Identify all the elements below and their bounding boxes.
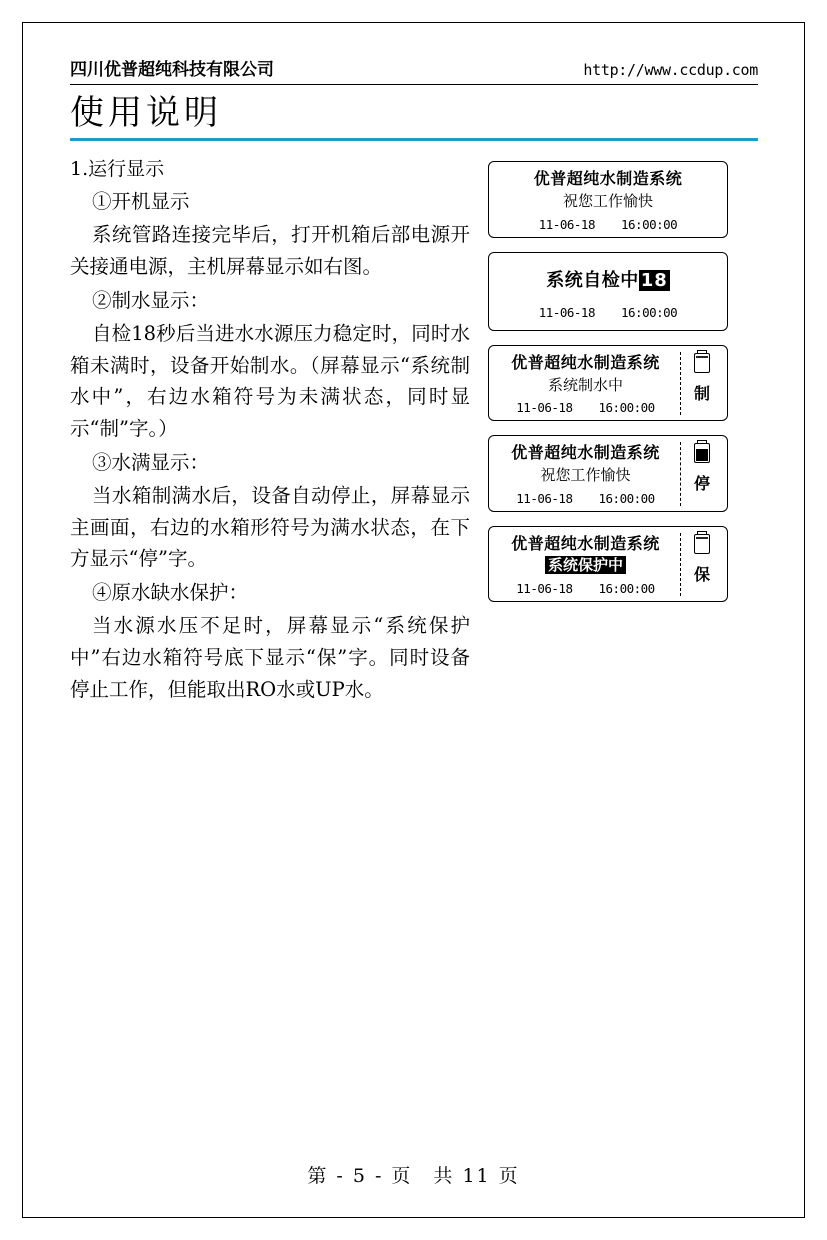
lcd-side-label: 制 bbox=[693, 384, 710, 404]
page-title: 使用说明 bbox=[70, 93, 222, 133]
lcd-date: 11-06-18 bbox=[516, 490, 573, 506]
lcd-panel-startup bbox=[488, 161, 728, 237]
item-body-3: 当水箱制满水后，设备自动停止，屏幕显示主画面，右边的水箱形符号为满水状态，在下方显示“停”字。 bbox=[70, 484, 470, 571]
lcd-screen bbox=[497, 168, 719, 231]
lcd-clock: 16:00:00 bbox=[598, 581, 655, 597]
lcd-side-indicator bbox=[680, 352, 719, 415]
company-website: http://www.ccdup.com bbox=[583, 61, 758, 79]
lcd-timestamp bbox=[497, 400, 674, 415]
lcd-panel-selftest bbox=[488, 252, 728, 331]
tank-level-empty bbox=[696, 356, 708, 362]
lcd-status: 系统保护中 bbox=[545, 556, 626, 574]
item-body-1: 系统管路连接完毕后，打开机箱后部电源开关接通电源，主机屏幕显示如右图。 bbox=[70, 223, 470, 279]
title-block bbox=[70, 95, 758, 141]
lcd-title: 优普超纯水制造系统 bbox=[533, 169, 683, 189]
page-content bbox=[70, 55, 758, 707]
item-label-3: ③水满显示： bbox=[92, 450, 210, 474]
lcd-clock: 16:00:00 bbox=[621, 216, 678, 232]
lcd-timestamp bbox=[497, 305, 719, 320]
tank-level-full bbox=[696, 449, 708, 461]
lcd-side-label: 保 bbox=[693, 564, 710, 584]
item-label-2: ②制水显示： bbox=[92, 288, 210, 312]
lcd-date: 11-06-18 bbox=[516, 581, 573, 597]
body-columns bbox=[70, 155, 758, 707]
lcd-status-wrap bbox=[497, 555, 674, 577]
lcd-title: 优普超纯水制造系统 bbox=[511, 353, 660, 373]
lcd-date: 11-06-18 bbox=[516, 400, 573, 416]
lcd-panel-protection bbox=[488, 526, 728, 602]
lcd-panel-making-water bbox=[488, 345, 728, 421]
item-body-2: 自检18秒后当进水水源压力稳定时，同时水箱未满时，设备开始制水。（屏幕显示“系统制水中”，右边水箱符号为未满状态，同时显示“制”字。） bbox=[70, 322, 470, 440]
lcd-title: 优普超纯水制造系统 bbox=[511, 533, 660, 553]
lcd-side-label: 停 bbox=[693, 474, 710, 494]
text-column bbox=[70, 155, 470, 707]
lcd-date: 11-06-18 bbox=[538, 216, 595, 232]
lcd-clock: 16:00:00 bbox=[598, 490, 655, 506]
lcd-status: 系统制水中 bbox=[547, 375, 623, 394]
lcd-screen bbox=[497, 442, 674, 505]
lcd-title bbox=[497, 269, 719, 293]
company-name: 四川优普超纯科技有限公司 bbox=[70, 60, 274, 80]
lcd-date: 11-06-18 bbox=[538, 305, 595, 321]
lcd-clock: 16:00:00 bbox=[621, 305, 678, 321]
page-footer: 第 - 5 - 页 共 11 页 bbox=[307, 1165, 520, 1187]
lcd-side-indicator bbox=[680, 533, 719, 596]
tank-level-empty bbox=[696, 537, 708, 543]
item-label-1: ①开机显示 bbox=[92, 189, 190, 213]
lcd-status: 祝您工作愉快 bbox=[540, 465, 631, 484]
lcd-screen bbox=[497, 352, 674, 415]
water-tank-icon bbox=[694, 443, 710, 463]
lcd-title: 优普超纯水制造系统 bbox=[511, 443, 660, 463]
panel-column bbox=[470, 155, 758, 707]
lcd-countdown-badge: 18 bbox=[640, 269, 668, 291]
lcd-timestamp bbox=[497, 217, 719, 232]
water-tank-icon bbox=[694, 534, 710, 554]
lcd-timestamp bbox=[497, 581, 674, 596]
lcd-screen bbox=[497, 533, 674, 596]
section-heading: 1.运行显示 bbox=[70, 158, 165, 181]
lcd-timestamp bbox=[497, 491, 674, 506]
lcd-status: 祝您工作愉快 bbox=[562, 191, 653, 210]
lcd-clock: 16:00:00 bbox=[598, 400, 655, 416]
item-body-4: 当水源水压不足时，屏幕显示“系统保护中”右边水箱符号底下显示“保”字。同时设备停止工作，但能取出RO水或UP水。 bbox=[70, 614, 470, 701]
item-label-4: ④原水缺水保护： bbox=[92, 580, 249, 604]
lcd-side-indicator bbox=[680, 442, 719, 505]
page-header bbox=[70, 55, 758, 85]
lcd-title-text: 系统自检中 bbox=[546, 269, 639, 291]
water-tank-icon bbox=[694, 353, 710, 373]
lcd-screen bbox=[497, 269, 719, 320]
lcd-panel-tank-full bbox=[488, 435, 728, 511]
